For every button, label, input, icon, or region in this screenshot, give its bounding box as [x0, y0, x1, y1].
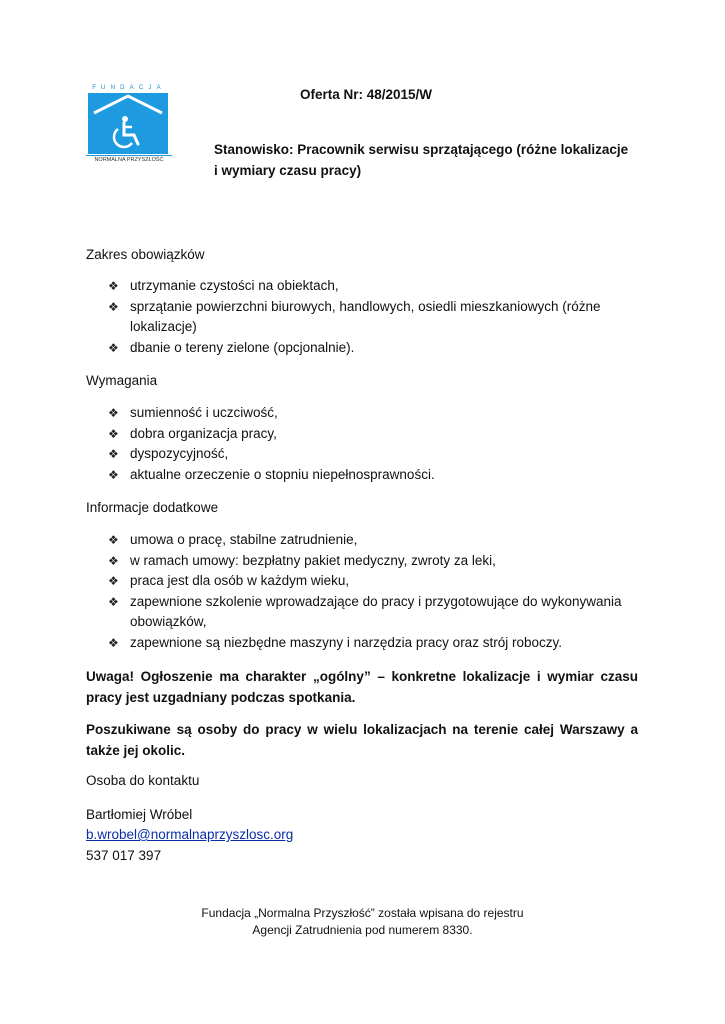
diamond-bullet-icon: ❖: [108, 553, 119, 568]
logo-top-text: FUNDACJA: [92, 85, 166, 91]
diamond-bullet-icon: ❖: [108, 574, 119, 589]
list-item: ❖ zapewnione szkolenie wprowadzające do pracy i przygotowujące do wykonywania obowiązków,: [108, 593, 622, 630]
contact-phone: 537 017 397: [86, 848, 162, 863]
offer-number: Oferta Nr: 48/2015/W: [300, 87, 433, 102]
list-item: ❖ aktualne orzeczenie o stopniu niepełnosprawności.: [108, 465, 628, 486]
diamond-bullet-icon: ❖: [108, 594, 119, 609]
diamond-bullet-icon: ❖: [108, 340, 119, 355]
additional-list: [108, 530, 628, 654]
list-item: ❖ praca jest dla osób w każdym wieku,: [108, 571, 628, 592]
list-item: ❖ dobra organizacja pracy,: [108, 424, 628, 445]
list-item: ❖ umowa o pracę, stabilne zatrudnienie,: [108, 530, 628, 551]
diamond-bullet-icon: ❖: [108, 426, 119, 441]
footer: [100, 905, 625, 939]
list-item: ❖ dbanie o tereny zielone (opcjonalnie).: [108, 338, 608, 359]
diamond-bullet-icon: ❖: [108, 447, 119, 462]
contact-email-link[interactable]: b.wrobel@normalnaprzyszlosc.org: [86, 827, 294, 842]
foundation-logo: [86, 84, 172, 166]
footer-line-2: Agencji Zatrudnienia pod numerem 8330.: [252, 923, 473, 937]
notice-paragraph: Uwaga! Ogłoszenie ma charakter „ogólny” – konkretne lokalizacje i wymiar czasu pracy jest uzgadniany podczas spotkania.: [86, 669, 638, 705]
list-item: ❖ zapewnione są niezbędne maszyny i narzędzia pracy oraz strój roboczy.: [108, 633, 628, 654]
logo-emblem: [88, 93, 168, 154]
list-item: ❖ sumienność i uczciwość,: [108, 403, 628, 424]
diamond-bullet-icon: ❖: [108, 279, 119, 293]
list-item: ❖ w ramach umowy: bezpłatny pakiet medyczny, zwroty za leki,: [108, 551, 628, 572]
position-title: Stanowisko: Pracownik serwisu sprzątającego (różne lokalizacje i wymiary czasu pracy): [214, 142, 629, 178]
requirements-list: [108, 403, 628, 485]
contact-heading: Osoba do kontaktu: [86, 773, 200, 788]
list-item: ❖ dyspozycyjność,: [108, 444, 628, 465]
diamond-bullet-icon: ❖: [108, 467, 119, 482]
diamond-bullet-icon: ❖: [108, 406, 119, 420]
contact-name: Bartłomiej Wróbel: [86, 807, 193, 822]
diamond-bullet-icon: ❖: [108, 533, 119, 547]
list-item: ❖ sprzątanie powierzchni biurowych, handlowych, osiedli mieszkaniowych (różne lokalizacje): [108, 298, 601, 335]
requirements-heading: Wymagania: [86, 373, 158, 388]
search-note-paragraph: Poszukiwane są osoby do pracy w wielu lokalizacjach na terenie całej Warszawy a także jej okolic.: [86, 722, 638, 758]
list-item: ❖ utrzymanie czystości na obiektach,: [108, 276, 608, 297]
wheelchair-house-icon: [88, 93, 168, 154]
diamond-bullet-icon: ❖: [108, 299, 119, 314]
duties-heading: Zakres obowiązków: [86, 247, 205, 262]
logo-bottom-text: NORMALNA PRZYSZŁOŚĆ: [86, 155, 172, 164]
additional-heading: Informacje dodatkowe: [86, 500, 219, 515]
footer-line-1: Fundacja „Normalna Przyszłość” została wpisana do rejestru: [201, 906, 524, 920]
duties-list: [108, 276, 608, 358]
diamond-bullet-icon: ❖: [108, 635, 119, 650]
